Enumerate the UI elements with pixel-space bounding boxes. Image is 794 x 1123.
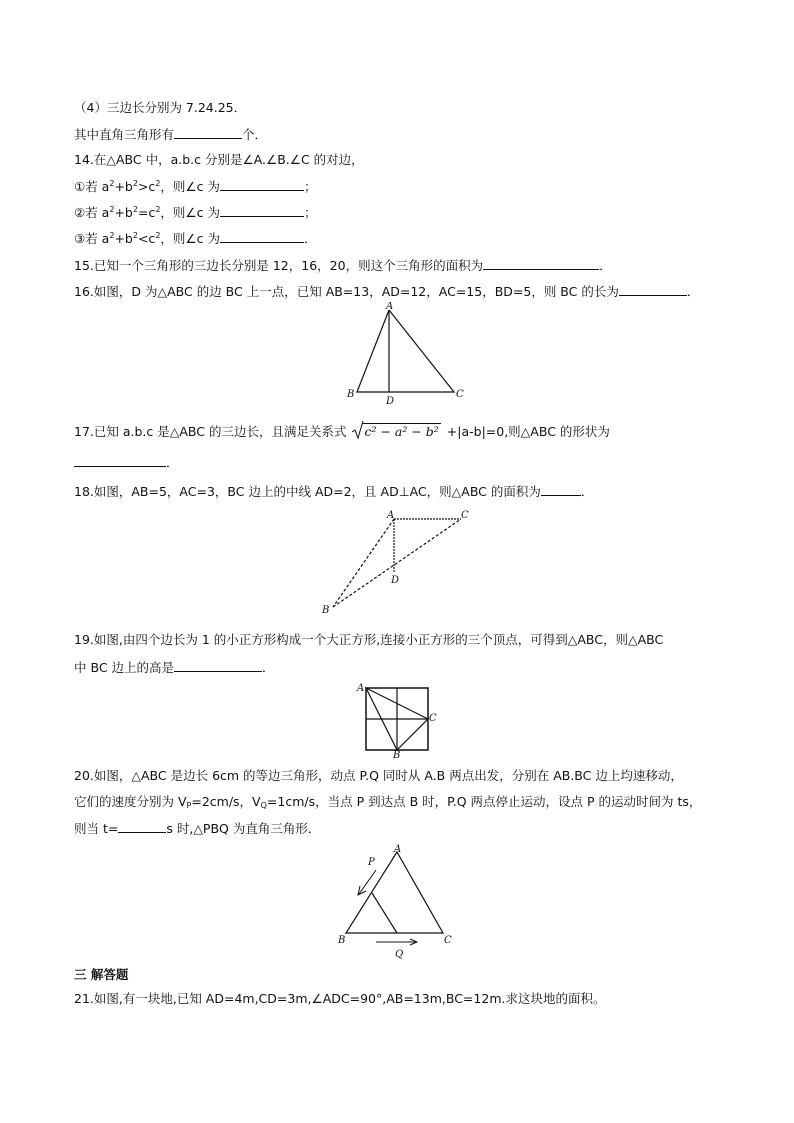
sub-q: Q bbox=[260, 801, 267, 810]
label-b: B bbox=[338, 935, 346, 946]
q14-3-post: ，则∠c 为 bbox=[160, 231, 220, 246]
item-4-text: （4）三边长分别为 7.24.25． bbox=[74, 100, 247, 115]
segment-bc bbox=[333, 519, 461, 607]
q18-text: 18.如图，AB=5，AC=3，BC 边上的中线 AD=2，且 AD⊥AC，则△ABC 的面积为 bbox=[74, 484, 541, 499]
q14-2-blank[interactable] bbox=[220, 204, 304, 217]
q18 bbox=[74, 483, 593, 500]
sup: 2 bbox=[155, 179, 161, 188]
q17-text-b: +|a-b|=0,则△ABC 的形状为 bbox=[446, 424, 610, 439]
sup: 2 bbox=[155, 205, 161, 214]
sup: 2 bbox=[132, 231, 138, 240]
q19-line1: 19.如图,由四个边长为 1 的小正方形构成一个大正方形,连接小正方形的三个顶点，可得到△ABC，则△ABC bbox=[74, 632, 664, 647]
q16-end: ． bbox=[686, 284, 700, 299]
sup: 2 bbox=[132, 205, 138, 214]
q14-part1 bbox=[74, 178, 316, 195]
radical-sign-icon bbox=[352, 420, 364, 440]
q20-b1: 它们的速度分别为 V bbox=[74, 794, 187, 809]
q15 bbox=[74, 257, 612, 274]
sup: 2 bbox=[109, 205, 115, 214]
q14-3-end: ． bbox=[303, 231, 317, 246]
segment-ab bbox=[333, 519, 394, 607]
q14-3-blank[interactable] bbox=[220, 230, 304, 243]
sqrt-expression bbox=[352, 424, 440, 440]
radicand: c² − a² − b² bbox=[364, 424, 439, 439]
q19-line2 bbox=[74, 659, 275, 676]
q15-text: 15.已知一个三角形的三边长分别是 12，16，20，则这个三角形的面积为 bbox=[74, 258, 484, 273]
q16-blank[interactable] bbox=[619, 283, 687, 296]
q16-text: 16.如图，D 为△ABC 的边 BC 上一点，已知 AB=13，AD=12，AC=15，BD=5，则 BC 的长为 bbox=[74, 284, 619, 299]
q14-1-post: ，则∠c 为 bbox=[160, 179, 220, 194]
q15-end: ． bbox=[599, 258, 612, 273]
q21: 21.如图,有一块地,已知 AD=4m,CD=3m,∠ADC=90°,AB=13m,BC=12m.求这块地的面积。 bbox=[74, 991, 606, 1006]
sup: 2 bbox=[132, 179, 138, 188]
figure-16-triangle bbox=[340, 302, 470, 406]
label-c: C bbox=[444, 935, 452, 946]
q19-text: 中 BC 边上的高是 bbox=[74, 660, 175, 675]
sup: 2 bbox=[155, 231, 161, 240]
q20-line1: 20.如图，△ABC 是边长 6cm 的等边三角形，动点 P.Q 同时从 A.B 两点出发，分别在 AB.BC 边上均速移动， bbox=[74, 768, 683, 783]
label-p: P bbox=[368, 857, 375, 868]
label-c: C bbox=[456, 389, 464, 400]
q14-1-mid1: +b bbox=[114, 179, 133, 194]
label-d: D bbox=[391, 575, 400, 586]
q14-1-end: ； bbox=[303, 179, 317, 194]
label-c: C bbox=[461, 510, 469, 521]
label-b: B bbox=[393, 750, 401, 758]
q14-2-mid2: =c bbox=[137, 205, 156, 220]
q17-answer-line bbox=[74, 454, 179, 471]
q14-2-mid1: +b bbox=[114, 205, 133, 220]
q15-blank[interactable] bbox=[483, 257, 599, 270]
q17-text-a: 17.已知 a.b.c 是△ABC 的三边长，且满足关系式 bbox=[74, 424, 347, 439]
q14-3-mid2: <c bbox=[137, 231, 156, 246]
q20-line2 bbox=[74, 794, 701, 810]
label-a: A bbox=[357, 683, 365, 694]
sup: 2 bbox=[109, 231, 115, 240]
q20-b2: =2cm/s，V bbox=[191, 794, 261, 809]
q14-2-pre: ②若 a bbox=[74, 205, 110, 220]
triangle-abc bbox=[357, 310, 454, 392]
q17 bbox=[74, 424, 610, 440]
sub-p: P bbox=[186, 801, 192, 810]
q20-b3: =1cm/s，当点 P 到达点 B 时，P.Q 两点停止运动，设点 P 的运动时间为 ts， bbox=[266, 794, 702, 809]
q13-text: 其中直角三角形有 bbox=[74, 127, 175, 142]
q20-blank[interactable] bbox=[118, 820, 166, 833]
q14-1-blank[interactable] bbox=[220, 178, 304, 191]
q13-end: 个． bbox=[242, 127, 268, 142]
q14-stem: 14.在△ABC 中，a.b.c 分别是∠A.∠B.∠C 的对边， bbox=[74, 152, 364, 167]
figure-18-triangle bbox=[318, 505, 478, 617]
q18-end: ． bbox=[580, 484, 594, 499]
label-a: A bbox=[387, 510, 395, 521]
figure-19-grid bbox=[355, 682, 439, 758]
q14-3-mid1: +b bbox=[114, 231, 133, 246]
q20-line3 bbox=[74, 820, 320, 837]
q14-2-end: ； bbox=[303, 205, 317, 220]
sup: 2 bbox=[109, 179, 115, 188]
q16 bbox=[74, 283, 699, 300]
q14-part2 bbox=[74, 204, 316, 221]
q20-c1: 则当 t= bbox=[74, 821, 119, 836]
q14-1-mid2: >c bbox=[137, 179, 156, 194]
q17-blank[interactable] bbox=[74, 454, 166, 467]
q20-c2: s 时,△PBQ 为直角三角形． bbox=[166, 821, 321, 836]
label-q: Q bbox=[395, 949, 404, 960]
label-d: D bbox=[386, 396, 395, 406]
figure-20-triangle bbox=[336, 842, 464, 964]
q13-blank[interactable] bbox=[174, 126, 242, 139]
q19-blank[interactable] bbox=[174, 659, 262, 672]
q14-3-pre: ③若 a bbox=[74, 231, 110, 246]
label-b: B bbox=[322, 605, 330, 616]
label-a: A bbox=[394, 844, 402, 855]
label-c: C bbox=[429, 713, 437, 724]
label-a: A bbox=[386, 302, 394, 312]
q17-end: ． bbox=[166, 455, 179, 470]
q13-answer-line bbox=[74, 126, 267, 143]
label-b: B bbox=[347, 389, 355, 400]
q14-2-post: ，则∠c 为 bbox=[160, 205, 220, 220]
section-heading: 三 解答题 bbox=[74, 967, 129, 982]
q19-end: ． bbox=[262, 660, 275, 675]
q18-blank[interactable] bbox=[541, 483, 581, 496]
segment-pq-1 bbox=[372, 893, 397, 933]
q14-part3 bbox=[74, 230, 316, 247]
q14-1-pre: ①若 a bbox=[74, 179, 110, 194]
